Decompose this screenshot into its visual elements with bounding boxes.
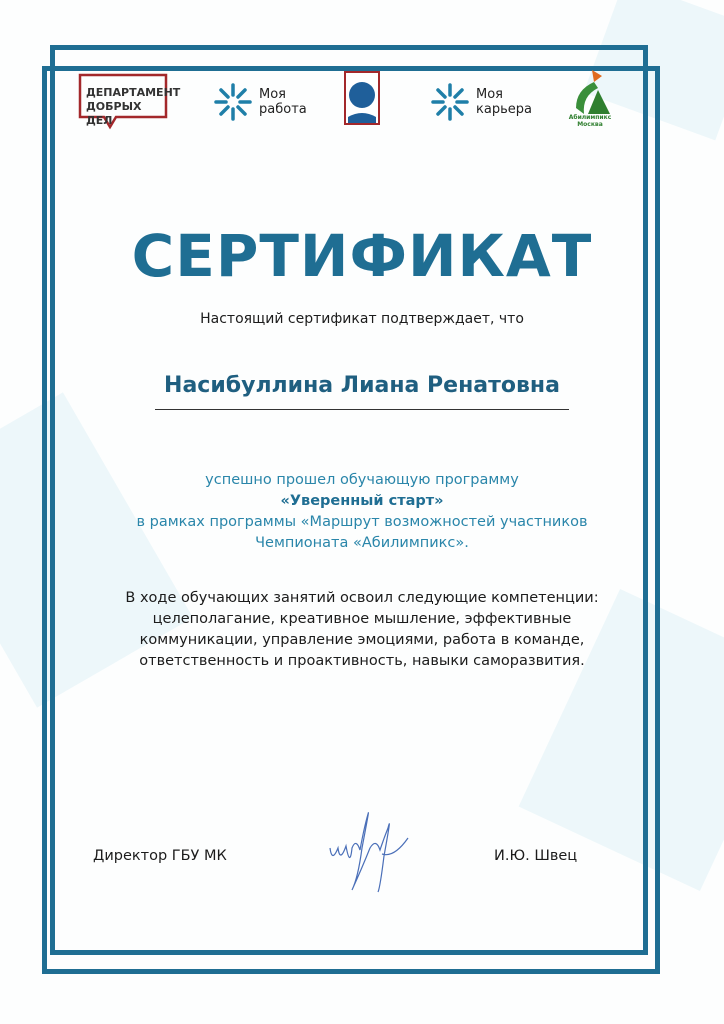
signatory-position: Директор ГБУ МК — [93, 848, 227, 864]
program-line: в рамках программы «Маршрут возможностей участников — [136, 514, 588, 530]
logo-moya-rabota — [213, 72, 307, 132]
logo-line: работа — [259, 102, 307, 117]
moya-karera-text — [476, 87, 532, 117]
handwritten-signature — [322, 808, 412, 898]
certificate-title: СЕРТИФИКАТ — [131, 222, 593, 290]
program-name — [0, 491, 724, 512]
competencies-line: ответственность и проактивность, навыки саморазвития. — [139, 653, 585, 669]
subtitle: Настоящий сертификат подтверждает, что — [200, 311, 524, 327]
signatory-name: И.Ю. Швец — [494, 848, 578, 864]
department-logo-text: ДЕПАРТАМЕНТ ДОБРЫХ ДЕЛ — [86, 86, 181, 127]
program-line: успешно прошел обучающую программу — [205, 472, 519, 488]
logo-line: Абилимпикс — [568, 114, 612, 121]
competencies-line: коммуникации, управление эмоциями, работа в команде, — [139, 632, 585, 648]
program-block — [0, 470, 724, 554]
competencies-line: В ходе обучающих занятий освоил следующие компетенции: — [125, 590, 599, 606]
logo-department — [78, 72, 181, 132]
logo-moya-karera — [430, 72, 532, 132]
logo-line: Москва — [577, 121, 603, 128]
program-line: Чемпионата «Абилимпикс». — [255, 535, 469, 551]
logo-line: Моя — [259, 87, 286, 102]
training-center-emblem-icon — [344, 71, 380, 129]
recipient-name: Насибуллина Лиана Ренатовна — [164, 373, 560, 398]
moya-rabota-text — [259, 87, 307, 117]
name-underline — [155, 409, 569, 410]
program-name-text: «Уверенный старт» — [280, 493, 444, 509]
competencies-line: целеполагание, креативное мышление, эффективные — [152, 611, 572, 627]
sunburst-icon — [430, 82, 470, 122]
abilympics-text — [569, 114, 612, 128]
logo-abilympics — [568, 68, 612, 128]
sunburst-icon — [213, 82, 253, 122]
competencies-block — [0, 588, 724, 672]
abilympics-icon — [568, 68, 612, 114]
logo-line: Моя — [476, 87, 503, 102]
logo-line: карьера — [476, 102, 532, 117]
logo-training-center — [344, 70, 380, 130]
